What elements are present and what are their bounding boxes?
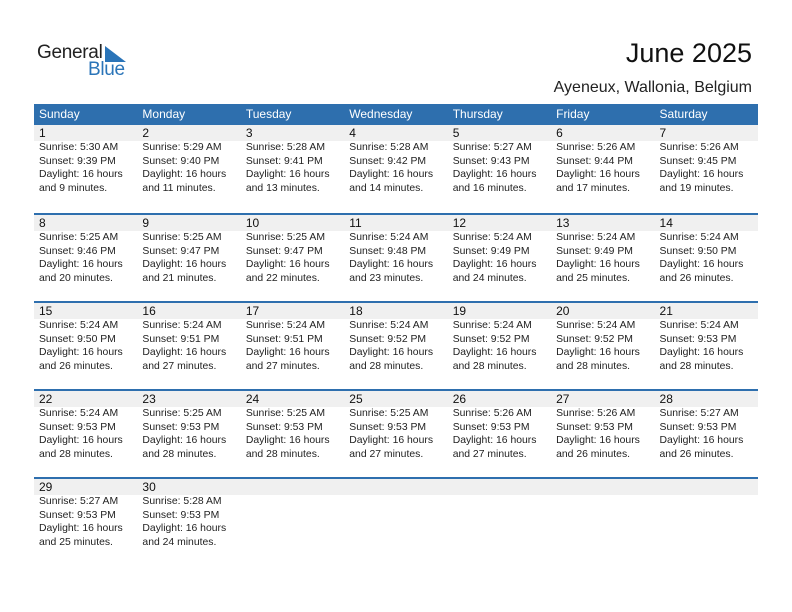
day-number: 6 xyxy=(556,126,563,140)
weekday-wednesday: Wednesday xyxy=(349,107,413,121)
day-details-row xyxy=(34,495,758,549)
day-number: 1 xyxy=(39,126,46,140)
minutes-text: and 26 minutes. xyxy=(39,360,113,372)
minutes-text: and 25 minutes. xyxy=(39,536,113,548)
week-row xyxy=(34,389,758,477)
sunrise-text: Sunrise: 5:25 AM xyxy=(39,232,119,243)
week-row xyxy=(34,477,758,565)
day-number: 13 xyxy=(556,216,570,230)
sunset-text: Sunset: 9:53 PM xyxy=(556,421,633,433)
day-cell xyxy=(34,231,137,285)
minutes-text: and 9 minutes. xyxy=(39,182,108,194)
daylight-text: Daylight: 16 hours xyxy=(39,347,123,359)
day-details-row xyxy=(34,231,758,285)
day-cell xyxy=(551,231,654,285)
day-number: 26 xyxy=(452,392,467,406)
sunrise-text: Sunrise: 5:24 AM xyxy=(39,320,119,331)
day-cell xyxy=(655,495,758,549)
sunrise-text: Sunrise: 5:25 AM xyxy=(245,232,325,243)
day-number-row xyxy=(34,125,758,141)
sunrise-text: Sunrise: 5:25 AM xyxy=(349,408,429,419)
day-number: 16 xyxy=(142,304,156,318)
calendar-grid xyxy=(34,104,758,565)
day-number: 30 xyxy=(142,480,156,494)
sunset-text: Sunset: 9:53 PM xyxy=(39,509,116,521)
day-cell xyxy=(344,407,447,461)
day-number: 22 xyxy=(39,392,53,406)
daylight-text: Daylight: 16 hours xyxy=(142,435,227,447)
minutes-text: and 27 minutes. xyxy=(349,448,424,460)
day-number: 14 xyxy=(659,216,673,230)
daylight-text: Daylight: 16 hours xyxy=(245,169,330,181)
sunrise-text: Sunrise: 5:28 AM xyxy=(245,142,325,153)
daylight-text: Daylight: 16 hours xyxy=(556,347,640,359)
minutes-text: and 28 minutes. xyxy=(142,448,217,460)
sunset-text: Sunset: 9:53 PM xyxy=(142,421,220,433)
day-number xyxy=(241,479,344,495)
sunrise-text: Sunrise: 5:25 AM xyxy=(142,408,222,419)
minutes-text: and 24 minutes. xyxy=(142,536,217,548)
day-cell xyxy=(655,407,758,461)
day-number: 28 xyxy=(659,392,673,406)
sunrise-text: Sunrise: 5:24 AM xyxy=(245,320,325,331)
day-number: 27 xyxy=(556,392,570,406)
day-cell xyxy=(241,407,344,461)
logo xyxy=(37,42,137,82)
daylight-text: Daylight: 16 hours xyxy=(556,259,640,271)
day-number xyxy=(551,479,654,495)
sunset-text: Sunset: 9:53 PM xyxy=(452,421,530,433)
day-number: 15 xyxy=(39,304,53,318)
sunrise-text: Sunrise: 5:28 AM xyxy=(142,496,222,507)
location-subtitle: Ayeneux, Wallonia, Belgium xyxy=(553,79,752,96)
sunset-text: Sunset: 9:51 PM xyxy=(142,333,220,345)
sunrise-text: Sunrise: 5:24 AM xyxy=(349,232,429,243)
minutes-text: and 26 minutes. xyxy=(659,272,734,284)
daylight-text: Daylight: 16 hours xyxy=(659,435,744,447)
day-number: 5 xyxy=(452,126,460,140)
week-row xyxy=(34,301,758,389)
sunrise-text: Sunrise: 5:24 AM xyxy=(452,232,532,243)
day-number: 11 xyxy=(349,216,362,230)
logo-text-blue: Blue xyxy=(88,59,125,80)
day-number-row xyxy=(34,303,758,319)
minutes-text: and 28 minutes. xyxy=(659,360,734,372)
sunset-text: Sunset: 9:41 PM xyxy=(245,155,323,167)
sunrise-text: Sunrise: 5:26 AM xyxy=(556,408,636,419)
daylight-text: Daylight: 16 hours xyxy=(245,347,330,359)
daylight-text: Daylight: 16 hours xyxy=(349,435,434,447)
daylight-text: Daylight: 16 hours xyxy=(452,259,537,271)
day-cell xyxy=(241,319,344,373)
day-cell xyxy=(34,407,137,461)
day-details-row xyxy=(34,141,758,195)
daylight-text: Daylight: 16 hours xyxy=(245,435,330,447)
sunrise-text: Sunrise: 5:24 AM xyxy=(349,320,429,331)
sunset-text: Sunset: 9:49 PM xyxy=(452,245,530,257)
day-number: 25 xyxy=(349,392,363,406)
sunset-text: Sunset: 9:44 PM xyxy=(556,155,633,167)
week-row xyxy=(34,213,758,301)
daylight-text: Daylight: 16 hours xyxy=(142,347,227,359)
minutes-text: and 26 minutes. xyxy=(659,448,734,460)
sunrise-text: Sunrise: 5:29 AM xyxy=(142,142,222,153)
sunset-text: Sunset: 9:53 PM xyxy=(349,421,427,433)
minutes-text: and 19 minutes. xyxy=(659,182,734,194)
sunset-text: Sunset: 9:47 PM xyxy=(245,245,323,257)
sunrise-text: Sunrise: 5:24 AM xyxy=(556,232,636,243)
day-details-row xyxy=(34,407,758,461)
day-cell xyxy=(34,141,137,195)
day-number: 8 xyxy=(39,216,46,230)
day-cell xyxy=(551,495,654,549)
day-cell xyxy=(137,407,240,461)
day-number xyxy=(448,479,551,495)
minutes-text: and 11 minutes. xyxy=(142,182,216,194)
day-number-row xyxy=(34,479,758,495)
sunrise-text: Sunrise: 5:25 AM xyxy=(142,232,222,243)
day-number: 7 xyxy=(659,126,667,140)
minutes-text: and 13 minutes. xyxy=(245,182,320,194)
sunset-text: Sunset: 9:49 PM xyxy=(556,245,633,257)
weekday-sunday: Sunday xyxy=(39,107,80,121)
sunset-text: Sunset: 9:51 PM xyxy=(245,333,323,345)
weekday-thursday: Thursday xyxy=(452,107,503,121)
minutes-text: and 20 minutes. xyxy=(39,272,113,284)
day-cell xyxy=(241,495,344,549)
day-number: 20 xyxy=(556,304,570,318)
sunset-text: Sunset: 9:42 PM xyxy=(349,155,427,167)
minutes-text: and 28 minutes. xyxy=(452,360,527,372)
minutes-text: and 16 minutes. xyxy=(452,182,527,194)
day-cell xyxy=(551,407,654,461)
minutes-text: and 25 minutes. xyxy=(556,272,631,284)
day-number: 3 xyxy=(245,126,253,140)
day-cell xyxy=(137,495,240,549)
minutes-text: and 28 minutes. xyxy=(39,448,113,460)
sunrise-text: Sunrise: 5:30 AM xyxy=(39,142,119,153)
minutes-text: and 23 minutes. xyxy=(349,272,424,284)
day-number-row xyxy=(34,391,758,407)
sunset-text: Sunset: 9:47 PM xyxy=(142,245,220,257)
sunrise-text: Sunrise: 5:26 AM xyxy=(659,142,739,153)
daylight-text: Daylight: 16 hours xyxy=(349,169,434,181)
sunrise-text: Sunrise: 5:24 AM xyxy=(659,232,739,243)
daylight-text: Daylight: 16 hours xyxy=(142,169,227,181)
daylight-text: Daylight: 16 hours xyxy=(452,435,537,447)
day-cell xyxy=(241,141,344,195)
day-cell xyxy=(137,141,240,195)
sunset-text: Sunset: 9:53 PM xyxy=(142,509,220,521)
sunrise-text: Sunrise: 5:24 AM xyxy=(556,320,636,331)
daylight-text: Daylight: 16 hours xyxy=(556,169,640,181)
sunset-text: Sunset: 9:52 PM xyxy=(349,333,427,345)
daylight-text: Daylight: 16 hours xyxy=(349,259,434,271)
minutes-text: and 26 minutes. xyxy=(556,448,631,460)
day-cell xyxy=(551,141,654,195)
daylight-text: Daylight: 16 hours xyxy=(39,523,123,535)
day-number: 19 xyxy=(452,304,467,318)
sunset-text: Sunset: 9:53 PM xyxy=(245,421,323,433)
minutes-text: and 27 minutes. xyxy=(452,448,527,460)
sunset-text: Sunset: 9:53 PM xyxy=(659,333,737,345)
day-cell xyxy=(448,407,551,461)
minutes-text: and 28 minutes. xyxy=(349,360,424,372)
day-number: 18 xyxy=(349,304,363,318)
weekday-saturday: Saturday xyxy=(659,107,708,121)
daylight-text: Daylight: 16 hours xyxy=(39,259,123,271)
day-cell xyxy=(448,495,551,549)
sunrise-text: Sunrise: 5:24 AM xyxy=(142,320,222,331)
day-number: 9 xyxy=(142,216,150,230)
daylight-text: Daylight: 16 hours xyxy=(245,259,330,271)
minutes-text: and 28 minutes. xyxy=(245,448,320,460)
day-cell xyxy=(344,231,447,285)
day-number: 21 xyxy=(659,304,673,318)
day-number: 17 xyxy=(245,304,260,318)
sunset-text: Sunset: 9:43 PM xyxy=(452,155,530,167)
minutes-text: and 28 minutes. xyxy=(556,360,631,372)
weekday-friday: Friday xyxy=(556,107,590,121)
sunset-text: Sunset: 9:50 PM xyxy=(659,245,737,257)
sunrise-text: Sunrise: 5:24 AM xyxy=(659,320,739,331)
weekday-tuesday: Tuesday xyxy=(245,107,292,121)
day-number: 24 xyxy=(245,392,260,406)
day-number: 4 xyxy=(349,126,356,140)
day-cell xyxy=(34,319,137,373)
sunset-text: Sunset: 9:46 PM xyxy=(39,245,116,257)
minutes-text: and 27 minutes. xyxy=(142,360,217,372)
minutes-text: and 14 minutes. xyxy=(349,182,424,194)
sunset-text: Sunset: 9:40 PM xyxy=(142,155,220,167)
day-number: 10 xyxy=(245,216,260,230)
sunset-text: Sunset: 9:50 PM xyxy=(39,333,116,345)
sunset-text: Sunset: 9:52 PM xyxy=(556,333,633,345)
day-number xyxy=(655,479,758,495)
sunrise-text: Sunrise: 5:27 AM xyxy=(659,408,739,419)
daylight-text: Daylight: 16 hours xyxy=(452,169,537,181)
sunset-text: Sunset: 9:45 PM xyxy=(659,155,737,167)
sunrise-text: Sunrise: 5:24 AM xyxy=(39,408,119,419)
day-cell xyxy=(344,495,447,549)
weekday-monday: Monday xyxy=(142,107,186,121)
sunset-text: Sunset: 9:48 PM xyxy=(349,245,427,257)
sunset-text: Sunset: 9:53 PM xyxy=(39,421,116,433)
sunrise-text: Sunrise: 5:25 AM xyxy=(245,408,325,419)
minutes-text: and 17 minutes. xyxy=(556,182,631,194)
day-cell xyxy=(655,319,758,373)
week-row xyxy=(34,125,758,213)
daylight-text: Daylight: 16 hours xyxy=(659,347,744,359)
day-number xyxy=(344,479,447,495)
daylight-text: Daylight: 16 hours xyxy=(142,259,227,271)
day-cell xyxy=(551,319,654,373)
minutes-text: and 24 minutes. xyxy=(452,272,527,284)
day-cell xyxy=(241,231,344,285)
sunrise-text: Sunrise: 5:27 AM xyxy=(39,496,119,507)
day-cell xyxy=(137,231,240,285)
day-number: 12 xyxy=(452,216,467,230)
day-cell xyxy=(448,141,551,195)
daylight-text: Daylight: 16 hours xyxy=(349,347,434,359)
day-number: 2 xyxy=(142,126,150,140)
daylight-text: Daylight: 16 hours xyxy=(452,347,537,359)
sunset-text: Sunset: 9:39 PM xyxy=(39,155,116,167)
daylight-text: Daylight: 16 hours xyxy=(39,435,123,447)
daylight-text: Daylight: 16 hours xyxy=(39,169,123,181)
day-cell xyxy=(655,231,758,285)
day-cell xyxy=(655,141,758,195)
day-details-row xyxy=(34,319,758,373)
sunset-text: Sunset: 9:53 PM xyxy=(659,421,737,433)
daylight-text: Daylight: 16 hours xyxy=(659,259,744,271)
day-cell xyxy=(448,319,551,373)
daylight-text: Daylight: 16 hours xyxy=(556,435,640,447)
day-cell xyxy=(344,319,447,373)
page-title: June 2025 xyxy=(625,38,752,68)
sunrise-text: Sunrise: 5:27 AM xyxy=(452,142,532,153)
sunset-text: Sunset: 9:52 PM xyxy=(452,333,530,345)
weekday-header-row xyxy=(34,104,758,125)
sunrise-text: Sunrise: 5:24 AM xyxy=(452,320,532,331)
sunrise-text: Sunrise: 5:26 AM xyxy=(452,408,532,419)
day-cell xyxy=(344,141,447,195)
logo-text-general: General xyxy=(37,42,103,63)
sunrise-text: Sunrise: 5:28 AM xyxy=(349,142,429,153)
sunrise-text: Sunrise: 5:26 AM xyxy=(556,142,636,153)
daylight-text: Daylight: 16 hours xyxy=(659,169,744,181)
minutes-text: and 27 minutes. xyxy=(245,360,320,372)
day-cell xyxy=(448,231,551,285)
day-number: 23 xyxy=(142,392,156,406)
minutes-text: and 22 minutes. xyxy=(245,272,320,284)
day-cell xyxy=(34,495,137,549)
day-cell xyxy=(137,319,240,373)
daylight-text: Daylight: 16 hours xyxy=(142,523,227,535)
day-number: 29 xyxy=(39,480,53,494)
day-number-row xyxy=(34,215,758,231)
minutes-text: and 21 minutes. xyxy=(142,272,217,284)
